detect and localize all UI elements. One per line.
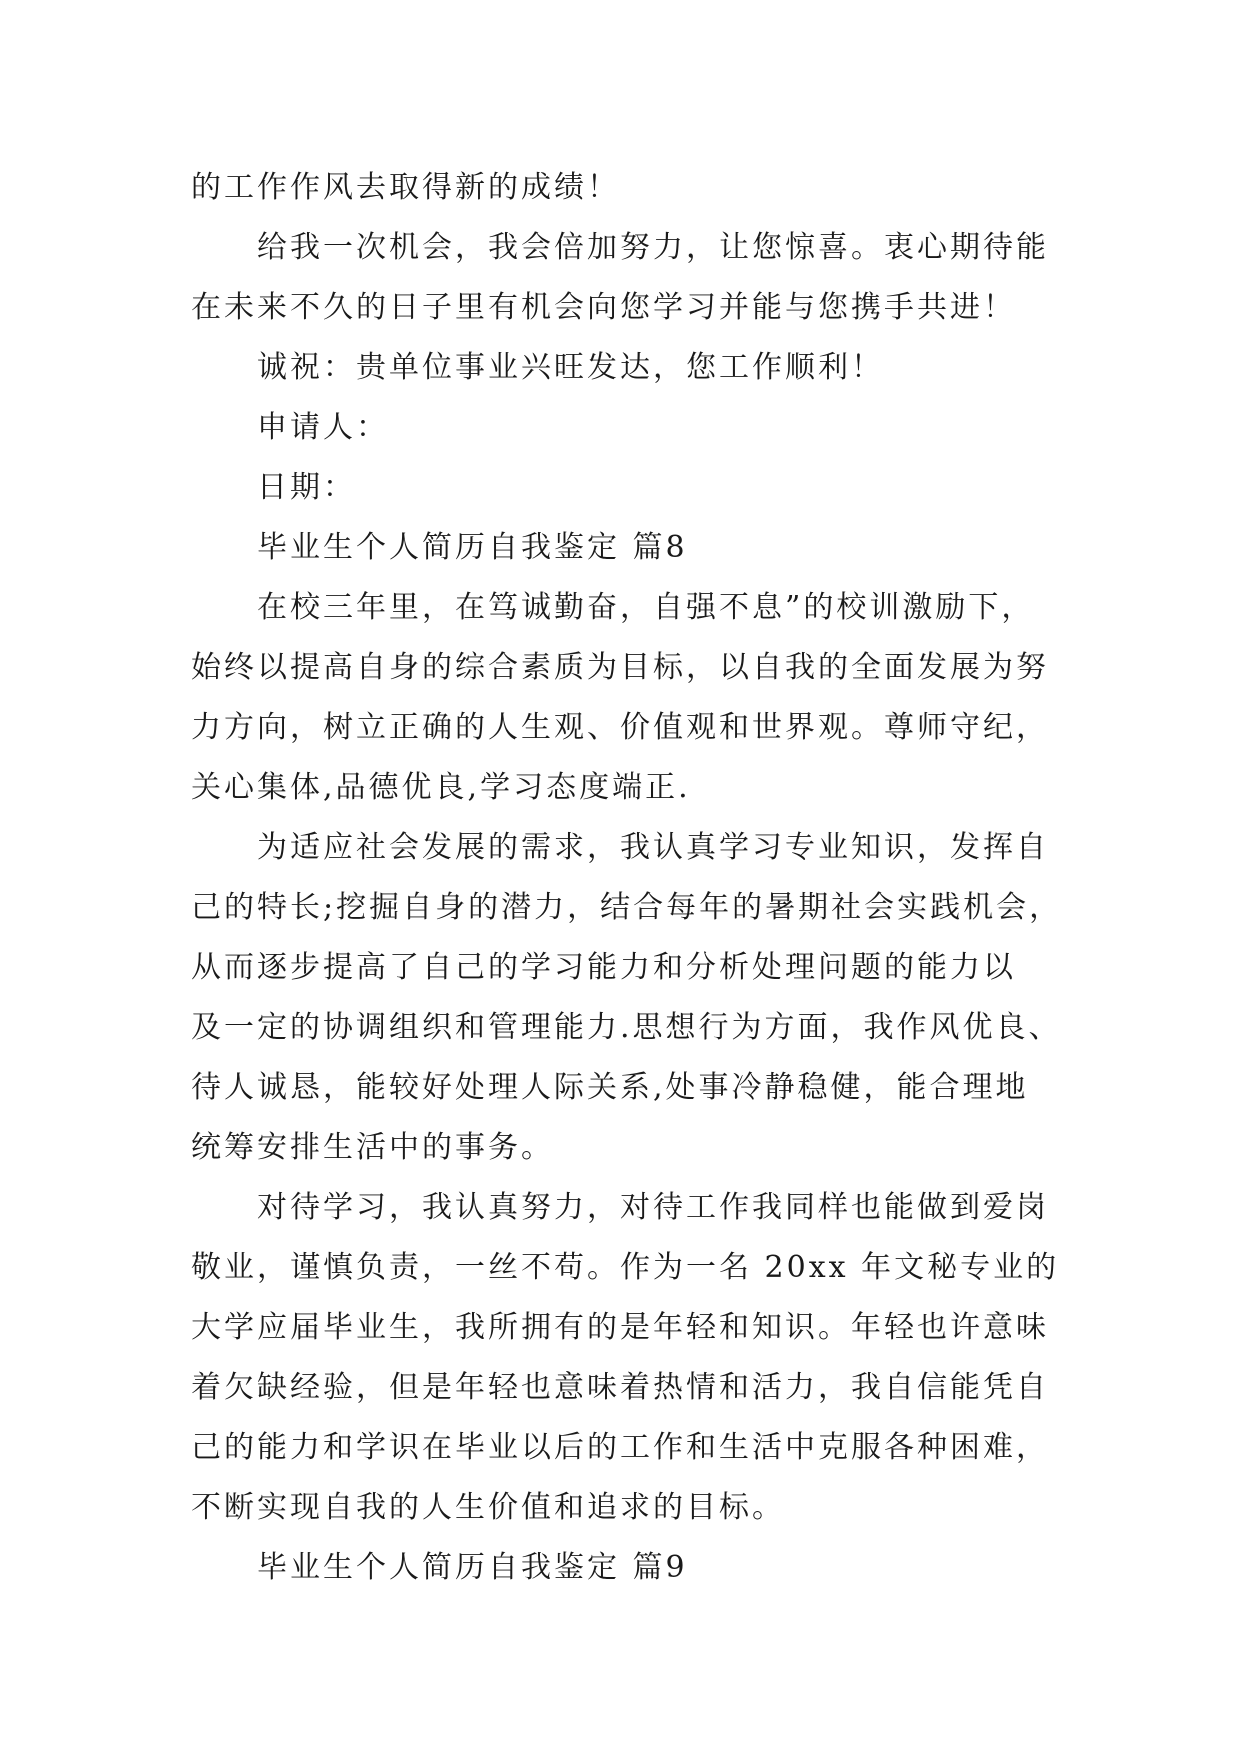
text-line: 为适应社会发展的需求，我认真学习专业知识，发挥自 xyxy=(257,830,1049,865)
text-line: 己的特长;挖掘自身的潜力，结合每年的暑期社会实践机会， xyxy=(191,890,1063,925)
text-line: 在校三年里，在笃诚勤奋，自强不息”的校训激励下， xyxy=(257,590,1035,625)
text-line: 对待学习，我认真努力，对待工作我同样也能做到爱岗 xyxy=(257,1190,1049,1225)
text-line: 力方向，树立正确的人生观、价值观和世界观。尊师守纪， xyxy=(191,710,1049,745)
section-heading: 毕业生个人简历自我鉴定 篇9 xyxy=(257,1550,688,1585)
text-line: 己的能力和学识在毕业以后的工作和生活中克服各种困难， xyxy=(191,1430,1049,1465)
text-line: 不断实现自我的人生价值和追求的目标。 xyxy=(191,1490,785,1525)
text-line: 敬业，谨慎负责，一丝不苟。作为一名 20xx 年文秘专业的 xyxy=(191,1250,1060,1285)
text-line: 大学应届毕业生，我所拥有的是年轻和知识。年轻也许意味 xyxy=(191,1310,1049,1345)
text-line: 关心集体,品德优良,学习态度端正. xyxy=(191,770,691,805)
text-line: 的工作作风去取得新的成绩！ xyxy=(191,170,620,205)
document-body xyxy=(191,158,1071,1598)
text-line: 着欠缺经验，但是年轻也意味着热情和活力，我自信能凭自 xyxy=(191,1370,1049,1405)
text-line: 统筹安排生活中的事务。 xyxy=(191,1130,554,1165)
text-line: 始终以提高自身的综合素质为目标，以自我的全面发展为努 xyxy=(191,650,1049,685)
text-line: 从而逐步提高了自己的学习能力和分析处理问题的能力以 xyxy=(191,950,1016,985)
text-line: 待人诚恳，能较好处理人际关系,处事冷静稳健，能合理地 xyxy=(191,1070,1029,1105)
section-heading: 毕业生个人简历自我鉴定 篇8 xyxy=(257,530,688,565)
text-line: 及一定的协调组织和管理能力.思想行为方面，我作风优良、 xyxy=(191,1010,1062,1045)
text-line: 在未来不久的日子里有机会向您学习并能与您携手共进！ xyxy=(191,290,1016,325)
closing-wish: 诚祝：贵单位事业兴旺发达，您工作顺利！ xyxy=(257,350,884,385)
applicant-label: 申请人： xyxy=(257,410,389,445)
text-line: 给我一次机会，我会倍加努力，让您惊喜。衷心期待能 xyxy=(257,230,1049,265)
date-label: 日期： xyxy=(257,470,356,505)
